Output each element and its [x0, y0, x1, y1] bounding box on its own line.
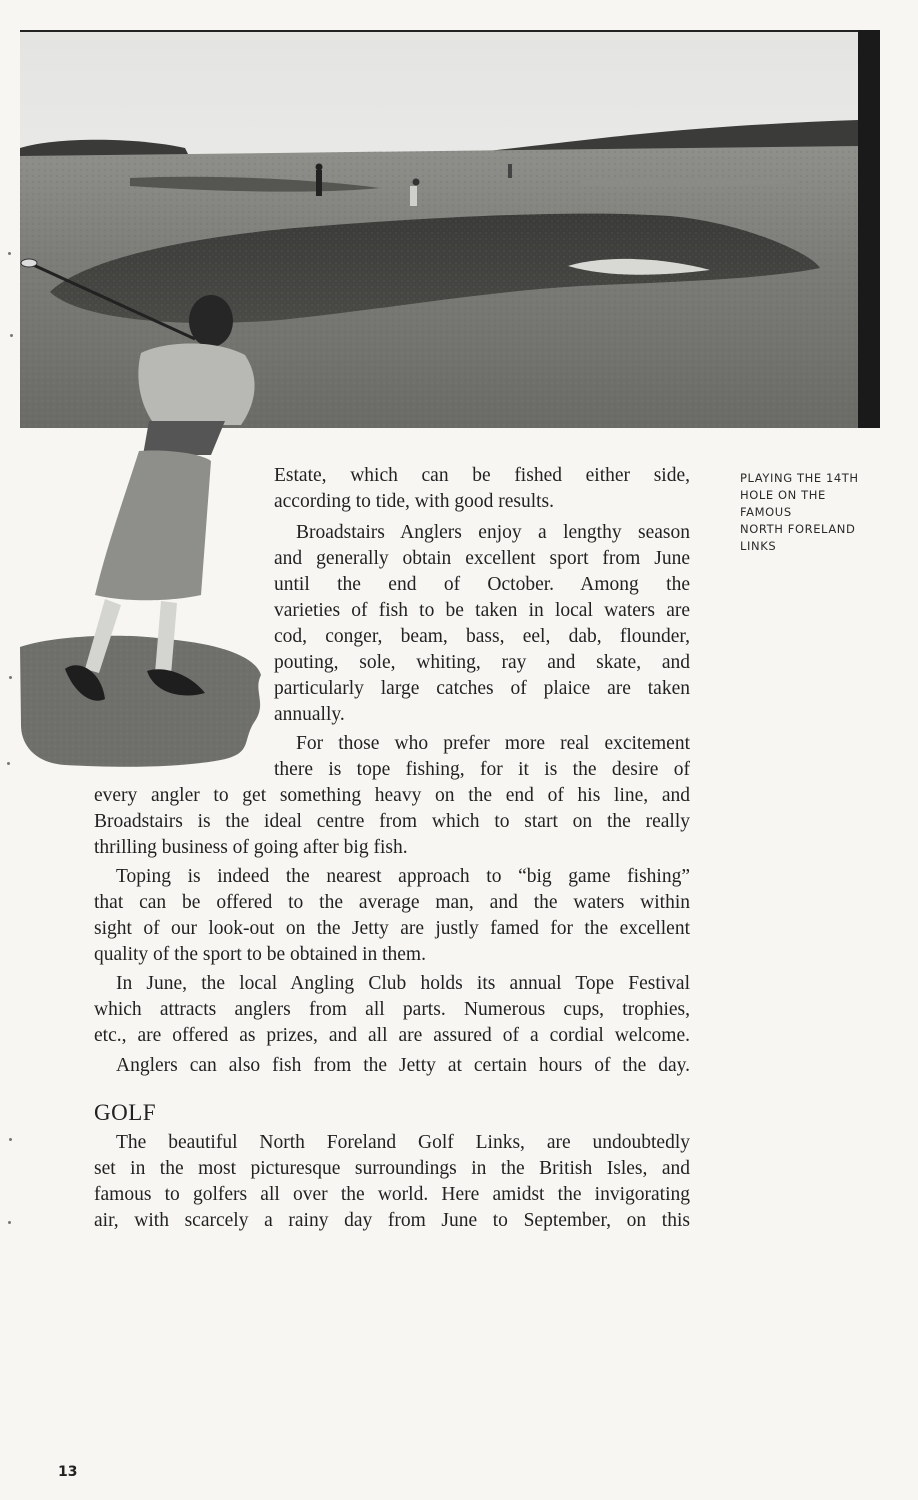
text-line: sight of our look-out on the Jetty are justly famed for the excellent	[94, 918, 690, 939]
angling-paragraph-tope-cont	[94, 783, 690, 861]
text-line: that can be offered to the average man, and the waters within	[94, 892, 690, 913]
caption-line: LINKS	[740, 539, 777, 553]
text-line: The beautiful North Foreland Golf Links, are undoubtedly	[116, 1132, 690, 1153]
angling-paragraph-estate	[274, 463, 690, 515]
text-line: and generally obtain excellent sport from June	[274, 548, 690, 569]
text-line: etc., are offered as prizes, and all are assured of a cordial welcome.	[94, 1025, 690, 1046]
scan-speck	[9, 676, 12, 679]
scan-speck	[7, 762, 10, 765]
text-line: Anglers can also fish from the Jetty at certain hours of the day.	[116, 1055, 690, 1076]
text-line: Broadstairs is the ideal centre from which to start on the really	[94, 811, 690, 832]
golf-paragraph	[94, 1130, 690, 1234]
photo-caption	[740, 470, 890, 555]
text-line: air, with scarcely a rainy day from June to September, on this	[94, 1210, 690, 1231]
golf-heading: GOLF	[94, 1100, 157, 1125]
caption-line: HOLE ON THE	[740, 488, 826, 502]
caption-line: NORTH FORELAND	[740, 522, 856, 536]
page-number: 13	[58, 1464, 78, 1480]
text-line: In June, the local Angling Club holds its annual Tope Festival	[116, 973, 690, 994]
text-line: which attracts anglers from all parts. Numerous cups, trophies,	[94, 999, 690, 1020]
text-line: cod, conger, beam, bass, eel, dab, flounder,	[274, 626, 690, 647]
text-line: quality of the sport to be obtained in them.	[94, 944, 426, 965]
text-line: according to tide, with good results.	[274, 491, 554, 512]
text-line: there is tope fishing, for it is the desire of	[274, 759, 690, 780]
angling-paragraph-toping	[94, 864, 690, 968]
text-line: pouting, sole, whiting, ray and skate, and	[274, 652, 690, 673]
text-line: For those who prefer more real excitement	[296, 733, 690, 754]
caption-line: PLAYING THE 14TH	[740, 471, 859, 485]
caption-line: FAMOUS	[740, 505, 792, 519]
text-line: particularly large catches of plaice are taken	[274, 678, 690, 699]
scan-speck	[9, 1138, 12, 1141]
angling-paragraph-festival	[94, 971, 690, 1049]
angling-paragraph-season	[274, 520, 690, 728]
scan-speck	[8, 252, 11, 255]
text-line: annually.	[274, 704, 345, 725]
text-line: Broadstairs Anglers enjoy a lengthy season	[296, 522, 690, 543]
angling-paragraph-jetty	[94, 1053, 690, 1079]
angling-paragraph-tope-start	[274, 731, 690, 783]
text-line: thrilling business of going after big fish.	[94, 837, 408, 858]
golfer-cutout-image	[15, 255, 275, 775]
text-line: Estate, which can be fished either side,	[274, 465, 690, 486]
scan-speck	[8, 1221, 11, 1224]
text-line: set in the most picturesque surroundings in the British Isles, and	[94, 1158, 690, 1179]
scan-speck	[10, 334, 13, 337]
text-line: famous to golfers all over the world. Here amidst the invigorating	[94, 1184, 690, 1205]
text-line: every angler to get something heavy on the end of his line, and	[94, 785, 690, 806]
text-line: until the end of October. Among the	[274, 574, 690, 595]
text-line: varieties of fish to be taken in local waters are	[274, 600, 690, 621]
text-line: Toping is indeed the nearest approach to “big game fishing”	[116, 866, 690, 887]
